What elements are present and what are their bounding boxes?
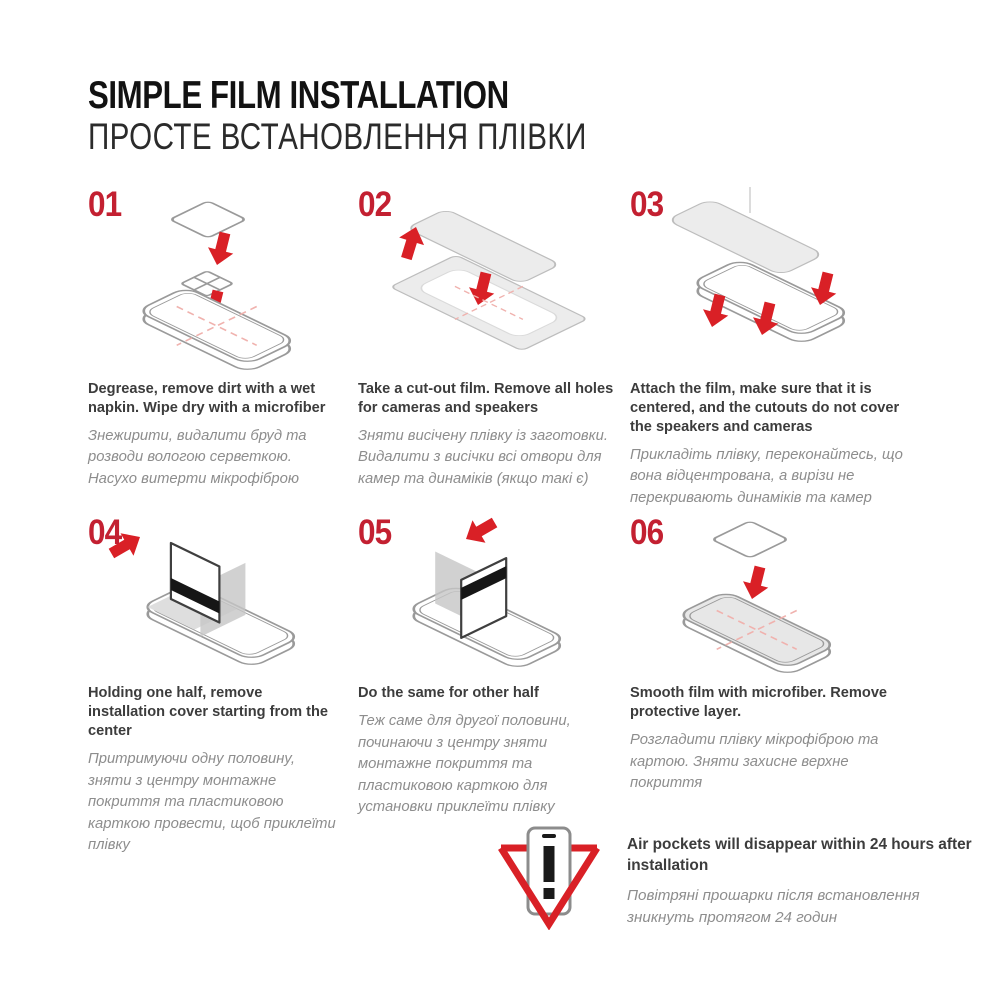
step-02-cell: [358, 184, 630, 510]
step-04-text-en: Holding one half, remove installation cover starting from the center: [88, 685, 329, 740]
warning-text: [627, 826, 987, 929]
step-04-illustration-peel-first-half-card-icon: [88, 515, 328, 677]
step-06-cell: [630, 515, 928, 857]
step-04-number: 04: [88, 513, 122, 553]
warning-triangle-phone-exclamation-icon: [497, 826, 601, 930]
warning-text-en: Air pockets will disappear within 24 hours after installation: [627, 836, 972, 874]
step-01-cell: [88, 184, 358, 510]
step-01-illustration-napkin-microfiber-phone-icon: [88, 184, 328, 373]
step-06-text-en: Smooth film with microfiber. Remove protective layer.: [630, 685, 888, 721]
step-01-text-ua: Знежирити, видалити бруд та розводи вологою серветкою. Насухо витерти мікрофіброю: [88, 427, 307, 487]
step-05-number: 05: [358, 513, 392, 553]
step-03-number: 03: [630, 184, 664, 224]
warning-section: [497, 826, 987, 930]
step-02-illustration-film-cutout-sheet-icon: [358, 184, 598, 373]
page-title: [88, 76, 1000, 157]
step-04-cell: [88, 515, 358, 857]
steps-grid: [88, 184, 1000, 857]
step-05-cell: [358, 515, 630, 857]
step-02-number: 02: [358, 184, 392, 224]
step-05-text-ua: Теж саме для другої половини, починаючи з центру зняти монтажне покриття та пластиковою карткою для установки приклеїти плівку: [358, 713, 571, 816]
step-04-text-ua: Притримуючи одну половину, зняти з центру монтажне покриття та пластиковою карткою провести, щоб приклеїти плівку: [88, 751, 336, 854]
title-ukrainian: ПРОСТЕ ВСТАНОВЛЕННЯ ПЛІВКИ: [88, 116, 587, 157]
step-01-number: 01: [88, 184, 122, 224]
step-05-illustration-peel-second-half-card-icon: [358, 515, 598, 677]
title-english: SIMPLE FILM INSTALLATION: [88, 74, 509, 117]
step-03-text-ua: Прикладіть плівку, переконайтесь, що вона відцентрована, а вирізи не перекривають динаміків та камер: [630, 446, 903, 506]
step-03-text-en: Attach the film, make sure that it is centered, and the cutouts do not cover the speakers and cameras: [630, 380, 900, 435]
step-05-text-en: Do the same for other half: [358, 685, 539, 702]
step-03-cell: [630, 184, 928, 510]
step-01-text-en: Degrease, remove dirt with a wet napkin. Wipe dry with a microfiber: [88, 380, 326, 416]
step-02-text-en: Take a cut-out film. Remove all holes for cameras and speakers: [358, 380, 614, 416]
step-03-illustration-film-onto-phone-icon: [630, 184, 870, 373]
step-06-number: 06: [630, 513, 664, 553]
step-06-text-ua: Розгладити плівку мікрофіброю та картою. Зняти захисне верхне покриття: [630, 732, 879, 792]
step-02-text-ua: Зняти висічену плівку із заготовки. Видалити з висічки всі отвори для камер та динаміків (якщо такі є): [358, 427, 608, 487]
step-06-illustration-microfiber-smooth-phone-icon: [630, 515, 870, 677]
warning-text-ua: Повітряні прошарки після встановлення зникнуть протягом 24 годин: [627, 887, 920, 926]
